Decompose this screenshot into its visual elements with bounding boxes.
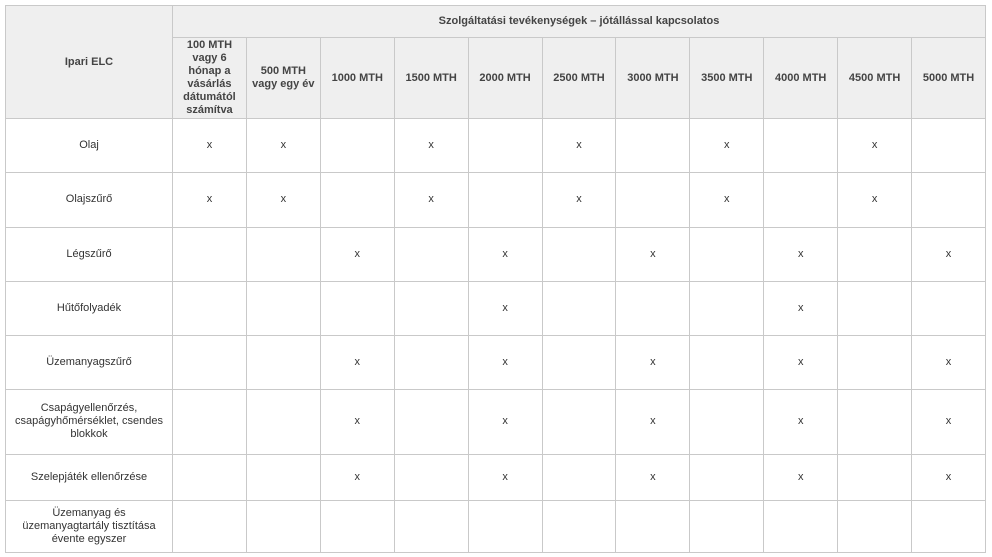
- schedule-cell: x: [764, 336, 838, 390]
- schedule-cell: x: [764, 281, 838, 335]
- schedule-cell: [764, 173, 838, 227]
- schedule-cell: [542, 227, 616, 281]
- schedule-cell: [912, 500, 986, 552]
- schedule-cell: x: [320, 390, 394, 454]
- schedule-cell: x: [468, 227, 542, 281]
- schedule-cell: [394, 390, 468, 454]
- schedule-cell: [246, 454, 320, 500]
- column-header: 4500 MTH: [838, 38, 912, 119]
- row-label: Szelepjáték ellenőrzése: [6, 454, 173, 500]
- schedule-cell: [838, 336, 912, 390]
- table-row: [6, 119, 986, 173]
- schedule-cell: [690, 390, 764, 454]
- schedule-cell: x: [320, 336, 394, 390]
- schedule-cell: x: [764, 454, 838, 500]
- schedule-cell: [616, 281, 690, 335]
- row-label: Hűtőfolyadék: [6, 281, 173, 335]
- row-label: Olaj: [6, 119, 173, 173]
- schedule-cell: [616, 173, 690, 227]
- service-schedule-table: [5, 5, 986, 553]
- table-body: [6, 119, 986, 553]
- schedule-cell: x: [173, 173, 247, 227]
- schedule-cell: [320, 119, 394, 173]
- schedule-cell: [690, 454, 764, 500]
- schedule-cell: x: [764, 227, 838, 281]
- schedule-cell: [542, 390, 616, 454]
- schedule-cell: [394, 227, 468, 281]
- schedule-cell: [246, 390, 320, 454]
- schedule-cell: [246, 336, 320, 390]
- schedule-cell: [912, 281, 986, 335]
- schedule-cell: x: [764, 390, 838, 454]
- column-header: 4000 MTH: [764, 38, 838, 119]
- schedule-cell: x: [468, 454, 542, 500]
- table-row: [6, 500, 986, 552]
- schedule-cell: x: [394, 119, 468, 173]
- schedule-cell: [173, 336, 247, 390]
- schedule-cell: [394, 281, 468, 335]
- schedule-cell: [838, 454, 912, 500]
- schedule-cell: [394, 454, 468, 500]
- schedule-cell: x: [468, 390, 542, 454]
- schedule-cell: x: [173, 119, 247, 173]
- schedule-cell: [764, 500, 838, 552]
- column-header: 2000 MTH: [468, 38, 542, 119]
- table-row: [6, 390, 986, 454]
- schedule-cell: [173, 281, 247, 335]
- schedule-cell: [320, 281, 394, 335]
- schedule-cell: [320, 500, 394, 552]
- schedule-cell: x: [912, 336, 986, 390]
- schedule-cell: [838, 227, 912, 281]
- schedule-cell: [173, 454, 247, 500]
- schedule-cell: [690, 281, 764, 335]
- schedule-cell: x: [616, 336, 690, 390]
- schedule-cell: [246, 281, 320, 335]
- schedule-cell: [616, 119, 690, 173]
- table-row: [6, 454, 986, 500]
- schedule-cell: [912, 119, 986, 173]
- schedule-cell: x: [616, 454, 690, 500]
- schedule-cell: x: [542, 173, 616, 227]
- schedule-cell: x: [616, 227, 690, 281]
- schedule-cell: [912, 173, 986, 227]
- schedule-cell: [468, 500, 542, 552]
- schedule-cell: x: [912, 454, 986, 500]
- column-header: 2500 MTH: [542, 38, 616, 119]
- schedule-cell: [690, 227, 764, 281]
- schedule-cell: [838, 281, 912, 335]
- schedule-cell: [320, 173, 394, 227]
- table-row: [6, 336, 986, 390]
- schedule-cell: [542, 500, 616, 552]
- schedule-cell: [838, 500, 912, 552]
- schedule-cell: [616, 500, 690, 552]
- schedule-cell: x: [912, 390, 986, 454]
- schedule-cell: [542, 336, 616, 390]
- group-header-row: [6, 6, 986, 38]
- schedule-cell: x: [468, 281, 542, 335]
- schedule-cell: [173, 227, 247, 281]
- row-label: Olajszűrő: [6, 173, 173, 227]
- schedule-cell: [246, 227, 320, 281]
- schedule-cell: x: [690, 173, 764, 227]
- column-header: 3500 MTH: [690, 38, 764, 119]
- schedule-cell: x: [320, 454, 394, 500]
- schedule-cell: [173, 500, 247, 552]
- column-header: 100 MTH vagy 6 hónap a vásárlás dátumától számítva: [173, 38, 247, 119]
- schedule-cell: [838, 390, 912, 454]
- table-row: [6, 281, 986, 335]
- row-label: Üzemanyagszűrő: [6, 336, 173, 390]
- schedule-cell: [173, 390, 247, 454]
- schedule-cell: [394, 336, 468, 390]
- column-header: 1000 MTH: [320, 38, 394, 119]
- group-header: Szolgáltatási tevékenységek – jótállással kapcsolatos: [173, 6, 986, 38]
- schedule-cell: x: [838, 119, 912, 173]
- schedule-cell: x: [246, 173, 320, 227]
- schedule-cell: [246, 500, 320, 552]
- schedule-cell: [468, 173, 542, 227]
- schedule-cell: [394, 500, 468, 552]
- schedule-cell: x: [320, 227, 394, 281]
- table-row: [6, 227, 986, 281]
- schedule-cell: x: [468, 336, 542, 390]
- row-label: Üzemanyag és üzemanyagtartály tisztítása évente egyszer: [6, 500, 173, 552]
- schedule-cell: [764, 119, 838, 173]
- row-label: Légszűrő: [6, 227, 173, 281]
- row-label: Csapágyellenőrzés, csapágyhőmérséklet, csendes blokkok: [6, 390, 173, 454]
- column-header: 5000 MTH: [912, 38, 986, 119]
- schedule-cell: x: [394, 173, 468, 227]
- table-row: [6, 173, 986, 227]
- corner-header: Ipari ELC: [6, 6, 173, 119]
- schedule-cell: [690, 336, 764, 390]
- schedule-cell: x: [246, 119, 320, 173]
- schedule-cell: [542, 454, 616, 500]
- schedule-cell: x: [542, 119, 616, 173]
- schedule-cell: x: [838, 173, 912, 227]
- schedule-cell: [468, 119, 542, 173]
- column-header: 1500 MTH: [394, 38, 468, 119]
- schedule-cell: x: [690, 119, 764, 173]
- schedule-cell: x: [912, 227, 986, 281]
- schedule-cell: x: [616, 390, 690, 454]
- column-header: 3000 MTH: [616, 38, 690, 119]
- schedule-cell: [690, 500, 764, 552]
- schedule-cell: [542, 281, 616, 335]
- column-header: 500 MTH vagy egy év: [246, 38, 320, 119]
